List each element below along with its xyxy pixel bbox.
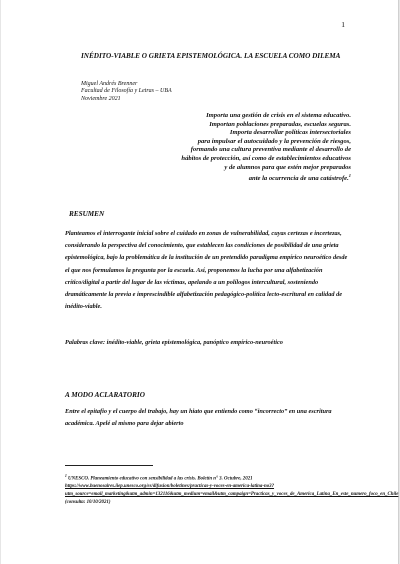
epigraph-line: Importa desarrollar políticas intersectoriales: [229, 129, 351, 137]
author-block: [81, 81, 281, 103]
epigraph-line-text: ante la ocurrencia de una catástrofe.: [248, 175, 349, 183]
aclaratorio-paragraph: Entre el epitafio y el cuerpo del trabajo, hay un hiato que entiendo como “incorrecto” en una escritura académica. Apelé al mismo para dejar abierto: [65, 408, 332, 428]
document-page: [1, 0, 399, 564]
epigraph-line: Importan poblaciones preparadas, escuelas seguras.: [209, 120, 351, 128]
footnote-text: UNESCO. Planeamiento educativo con sensibilidad a las crisis. Boletín n° 3. Octubre, 2021: [68, 476, 253, 482]
epigraph-line: Importa una gestión de crisis en el sistema educativo.: [206, 112, 351, 119]
epigraph-line: hábitos de protección, así como de establecimientos educativos: [181, 154, 351, 162]
page-number: 1: [341, 20, 345, 29]
aclaratorio-heading: A MODO ACLARATORIO: [65, 391, 145, 399]
footnote: [65, 473, 399, 507]
author-affiliation: Facultad de Filosofía y Letras – UBA: [81, 88, 172, 95]
author-date: Noviembre 2021: [81, 95, 121, 102]
footnote-separator: [65, 465, 153, 466]
keywords: Palabras clave: inédito-viable, grieta epistemológica, panóptico empírico-neuroético: [65, 339, 283, 346]
footnote-mark: 1: [65, 474, 67, 478]
resumen-heading: RESUMEN: [69, 210, 105, 218]
epigraph: [121, 112, 351, 184]
document-title: INÉDITO-VIABLE O GRIETA EPISTEMOLÓGICA. LA ESCUELA COMO DILEMA: [81, 52, 341, 60]
epigraph-line: [121, 172, 351, 184]
footnote-link[interactable]: https://www.buenosaires.iiep.unesco.org/es/difusion/boletines/practicas-y-voces-en-america-latina-no3?utm_source=email_marketing&utm_admin=132116&utm_medium=email&utm_campaign=Practicas_y_voces_de_America_Latina_En_este_numero_foco_en_Chile: [65, 484, 399, 498]
epigraph-line: formando una cultura preventiva mediante el desarrollo de: [190, 146, 351, 154]
resumen-paragraph: Planteamos el interrogante inicial sobre el cuidado en zonas de vulnerabilidad, cuyas certezas e incertezas, considerando la perspectiva del conocimiento, que establecen las condiciones de posibilidad de una grieta epistemológica, bajo la problemática de la institución de un pretendido paradigma empírico neuroético desde el que nos formulamos la pregunta por la escuela. Así, proponemos la lucha por una alfabetización crítico/digital a partir del lugar de las víctimas, apelando a un polílogos intercultural, sosteniendo dramáticamente la previa e imprescindible alfabetización pedagógico-política lecto-escritural en calidad de inédito-viable.: [65, 230, 348, 311]
footnote-reference[interactable]: 1: [348, 173, 351, 179]
epigraph-line: para impulsar el autocuidado y la prevención de riesgos,: [197, 137, 351, 145]
epigraph-line: y de alumnos para que estén mejor preparados: [224, 163, 351, 171]
footnote-consulted: (consulta: 10/10/2021): [65, 500, 111, 506]
author-name: Miguel Andrés Brenner: [81, 81, 138, 87]
